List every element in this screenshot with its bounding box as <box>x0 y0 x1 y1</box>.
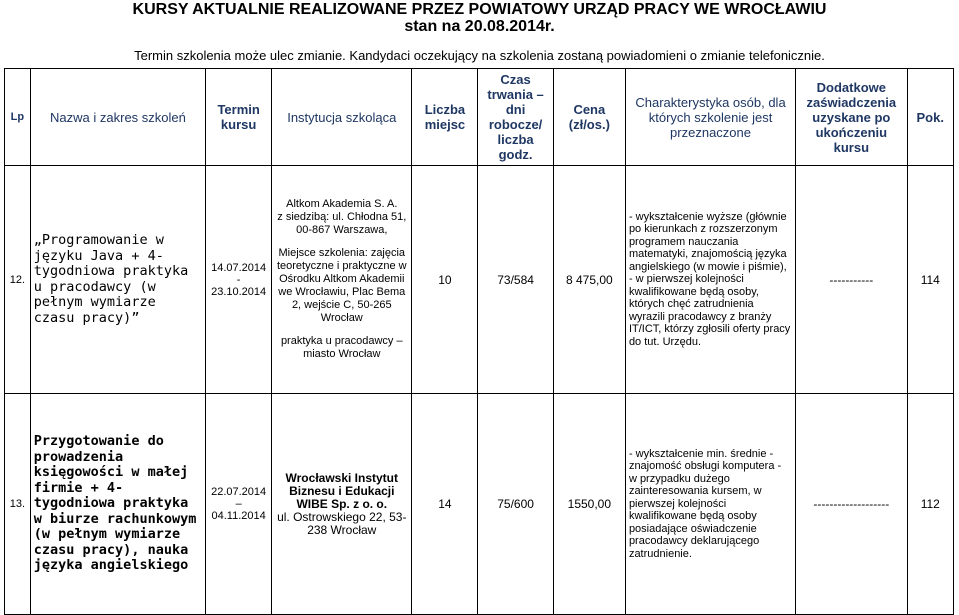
row-termin <box>206 166 272 394</box>
col-czas: Czas trwania – dni robocze/ liczba godz. <box>478 69 553 166</box>
col-pok: Pok. <box>907 69 953 166</box>
row-dodatkowe: ----------- <box>796 166 907 394</box>
row-czas: 73/584 <box>478 166 553 394</box>
row-pok: 112 <box>907 394 953 615</box>
col-charakterystyka: Charakterystyka osób, dla których szkolenie jest przeznaczone <box>625 69 795 166</box>
termin-start: 22.07.2014 <box>211 486 267 498</box>
inst-address: z siedzibą: ul. Chłodna 51, 00-867 Warszawa, <box>277 211 407 236</box>
row-pok: 114 <box>907 166 953 394</box>
page-title: KURSY AKTUALNIE REALIZOWANE PRZEZ POWIATOWY URZĄD PRACY WE WROCŁAWIU <box>132 1 827 18</box>
row-lp: 12. <box>5 166 31 394</box>
inst-location: Miejsce szkolenia: zajęcia teoretyczne i praktyczne w Ośrodku Altkom Akademii we Wrocławiu, Plac Bema 2, wejście C, 50-265 Wrocław <box>276 247 407 324</box>
termin-end: 04.11.2014 <box>211 510 266 522</box>
schedule-note: Termin szkolenia może ulec zmianie. Kandydaci oczekujący na szkolenia zostaną powiadomieni o zmianie telefonicznie. <box>134 48 825 63</box>
page-subtitle: stan na 20.08.2014r. <box>404 18 555 35</box>
row-cena: 1550,00 <box>553 394 625 615</box>
row-liczba: 14 <box>412 394 478 615</box>
row-liczba: 10 <box>412 166 478 394</box>
table-row <box>5 394 954 615</box>
row-termin <box>206 394 272 615</box>
row-nazwa: Przygotowanie do prowadzenia księgowości w małej firmie + 4-tygodniowa praktyka w biurze rachunkowym (w pełnym wymiarze czasu pracy), nauka języka angielskiego <box>30 394 205 615</box>
row-instytucja <box>272 394 412 615</box>
col-liczba: Liczba miejsc <box>412 69 478 166</box>
courses-table <box>4 68 954 615</box>
col-dodatkowe: Dodatkowe zaświadczenia uzyskane po ukończeniu kursu <box>796 69 907 166</box>
table-header-row <box>5 69 954 166</box>
inst-address: ul. Ostrowskiego 22, 53-238 Wrocław <box>277 509 407 537</box>
termin-start: 14.07.2014 <box>211 261 267 274</box>
col-instytucja: Instytucja szkoląca <box>272 69 412 166</box>
row-lp: 13. <box>5 394 31 615</box>
col-nazwa: Nazwa i zakres szkoleń <box>30 69 205 166</box>
row-instytucja <box>272 166 412 394</box>
inst-practice: praktyka u pracodawcy – miasto Wrocław <box>280 335 403 360</box>
row-cena: 8 475,00 <box>553 166 625 394</box>
termin-sep: – <box>235 498 242 510</box>
row-dodatkowe: ------------------- <box>796 394 907 615</box>
termin-end: 23.10.2014 <box>211 285 267 298</box>
col-cena: Cena (zł/os.) <box>553 69 625 166</box>
col-termin: Termin kursu <box>206 69 272 166</box>
termin-sep: - <box>236 273 241 286</box>
col-lp: Lp <box>5 69 31 166</box>
row-charakterystyka: - wykształcenie wyższe (głównie po kierunkach z rozszerzonym programem nauczania matematyki, znajomością języka angielskiego (w mowie i piśmie), - w pierwszej kolejności kwalifikowane będą osoby, których chęć zatrudnienia wyrazili pracodawcy z branży IT/ICT, którzy zgłosili oferty pracy do tut. Urzędu. <box>625 166 795 394</box>
row-czas: 75/600 <box>478 394 553 615</box>
row-charakterystyka: - wykształcenie min. średnie - znajomość obsługi komputera - w przypadku dużego zainteresowania kursem, w pierwszej kolejności kwalifikowane będą osoby posiadające oświadczenie pracodawcy deklarującego zatrudnienie. <box>625 394 795 615</box>
inst-name: Altkom Akademia S. A. <box>286 198 398 210</box>
inst-name: Wrocławski Instytut Biznesu i Edukacji WIBE Sp. z o. o. <box>285 470 399 511</box>
table-row <box>5 166 954 394</box>
row-nazwa: „Programowanie w języku Java + 4-tygodniowa praktyka u pracodawcy (w pełnym wymiarze czasu pracy)” <box>30 166 205 394</box>
